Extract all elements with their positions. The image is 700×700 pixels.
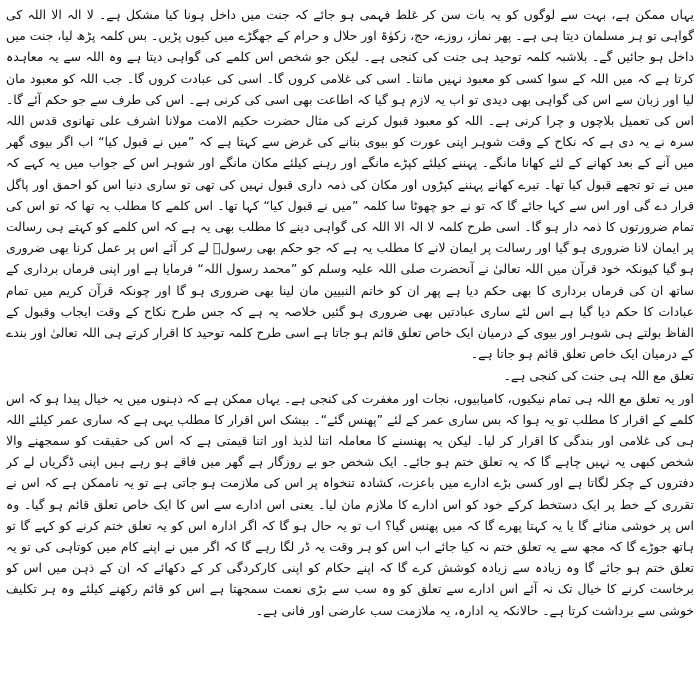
document-page — [6, 4, 694, 696]
section-heading: تعلق مع اللہ ہی جنت کی کنجی ہے۔ — [503, 368, 694, 384]
paragraph-continuation: اور یہ تعلق مع اللہ ہی تمام نیکیوں، کامیابیوں، نجات اور مغفرت کی کنجی ہے۔ یہاں ممکن ہے کہ ذہنوں میں یہ خیال پیدا ہو کہ اس کلمے کے اقرار کا مطلب تو یہ ہوا کہ بس ساری عمر کے لئے ”پھنس گئے“۔ بیشک اس اقرار کا مطلب یہی ہے کہ ساری عمر کیلئے اللہ ہی کی غلامی اور بندگی کا اقرار کر لیا۔ لیکن یہ پھنسنے کا معاملہ اتنا لذیذ اور اتنا قیمتی ہے کہ اس کی حقیقت کو سمجھنے والا شخص کبھی یہ نہیں چاہے گا کہ یہ تعلق ختم ہو جائے۔ ایک شخص جو بے روزگار ہے گھر میں فاقے ہو رہے ہیں اپنی ڈگریاں لے کر دفتروں کے چکر لگاتا ہے اور کسی بڑے ادارے میں باعزت، کشادہ تنخواہ پر اس کی ملازمت ہو جاتی ہے تو یہ ناممکن ہے کہ اس نے تقرری کے خط پر ایک دستخط کرکے خود کو اس ادارے کا ملازم مان لیا۔ یعنی اس ادارے سے اس کا ایک خاص تعلق قائم ہو گیا۔ وہ اس پر خوشی منائے گا یا یہ کہتا پھرے گا کہ میں پھنس گیا؟ اب تو یہ حال ہو گا کہ اگر ادارہ اس کو یہ تعلق ختم کرنے کو کہے گا تو ہاتھ جوڑے گا کہ مجھ سے یہ تعلق ختم نہ کیا جائے اب اس کو ہر وقت یہ ڈر لگا رہے گا کہ اگر میں نے اپنے کام میں کوتاہی کی تو یہ تعلق ختم ہو جائے گا وہ زیادہ سے زیادہ کوشش کرے گا کہ اپنے حکام کو اپنی کارکردگی کر کے دکھائے کہ ان کے ذہن میں اس کو برخاست کرنے کا خیال تک نہ آئے اس ادارے سے تعلق کو وہ سب سے بڑی نعمت سمجھتا ہے اس کو قائم رکھنے کیلئے وہ ہر تکلیف خوشی سے برداشت کرتا ہے۔ حالانکہ یہ ادارہ، یہ ملازمت سب عارضی اور فانی ہے۔ — [6, 390, 694, 618]
paragraph-intro: یہاں ممکن ہے، بہت سے لوگوں کو یہ بات سن کر غلط فہمی ہو جائے کہ جنت میں داخل ہونا کیا مشکل ہے۔ لا الہ الا اللہ کی گواہی تو ہر مسلمان دیتا ہی ہے۔ پھر نماز، روزے، حج، زکوٰۃ اور حلال و حرام کے جھگڑے میں کیوں پڑیں۔ بس کلمہ پڑھ لیا، جنت میں داخل ہو جائیں گے۔ بلاشبہ کلمہ توحید ہی جنت کی کنجی ہے۔ لیکن جو شخص اس کلمے کی گواہی دیتا ہے وہ اللہ سے یہ معاہدہ کرتا ہے کہ میں اللہ کے سوا کسی کو معبود نہیں مانتا۔ اسی کی غلامی کروں گا۔ اسی کی عبادت کروں گا۔ جب اللہ کو معبود مان لیا اور زبان سے اس کی گواہی بھی دیدی تو اب یہ لازم ہو گیا کہ اطاعت بھی اسی کی کرنی ہے۔ اس کی طرف سے جو حکم آئے گا۔ اس کی تعمیل بلاچوں و چرا کرنی ہے۔ اللہ کو معبود قبول کرنے کی مثال حضرت حکیم الامت مولانا اشرف علی تھانوی قدس اللہ سرہ نے یہ دی ہے کہ نکاح کے وقت شوہر اپنی عورت کو بیوی بنانے کی غرض سے کہتا ہے کہ ”میں نے قبول کیا“ اب اگر بیوی گھر میں آنے کے بعد کھانے کے لئے کھانا مانگے۔ پہننے کیلئے کپڑے مانگے اور رہنے کیلئے مکان مانگے اور شوہر اس کے جواب میں یہ کہے کہ میں نے تو تجھے قبول کیا تھا۔ تیرے کھانے پہننے کپڑوں اور مکان کی ذمہ داری قبول نہیں کی تھی تو ساری دنیا اس کو احمق اور پاگل قرار دے گی اور اس سے کہا جائے گا کہ تو نے جو چھوٹا سا کلمہ ”میں نے قبول کیا“ کہا تھا۔ اس کلمے کا مطلب یہ تھا کہ تو اس کی تمام ضرورتوں کا ذمہ دار ہو گا۔ اسی طرح کلمہ لا الہ الا اللہ کی گواہی دینے کا مطلب بھی یہ ہے کہ اس کلمے کو کہتے ہی رسالت پر ایمان لانا ضروری ہو گیا اور رسالت پر ایمان لانے کا مطلب یہ ہے کہ جو حکم بھی رسولؐ لے کر آئے اس پر عمل کرنا بھی ضروری ہو گیا کیونکہ خود قرآن میں اللہ تعالیٰ نے آنحضرت صلی اللہ علیہ وسلم کو ”محمد رسول اللہ“ فرمایا ہے اور اپنی فرماں برداری کے ساتھ ان کی فرماں برداری کا بھی حکم دیا ہے پھر ان کو خاتم النبیین مان لینا بھی ضروری ہو گا اور چونکہ قرآن کریم میں تمام عبادات کا حکم دیا گیا ہے اس لئے ساری عبادتیں بھی ضروری ہو گئیں خلاصہ یہ ہے کہ جس طرح نکاح کے وقت ایجاب وقبول کے الفاظ بولتے ہی شوہر اور بیوی کے درمیان ایک خاص تعلق قائم ہو جاتا ہے اسی طرح کلمہ توحید کا اقرار کرتے ہی اللہ تعالیٰ اور بندے کے درمیان ایک خاص تعلق قائم ہو جاتا ہے۔ — [6, 7, 694, 362]
